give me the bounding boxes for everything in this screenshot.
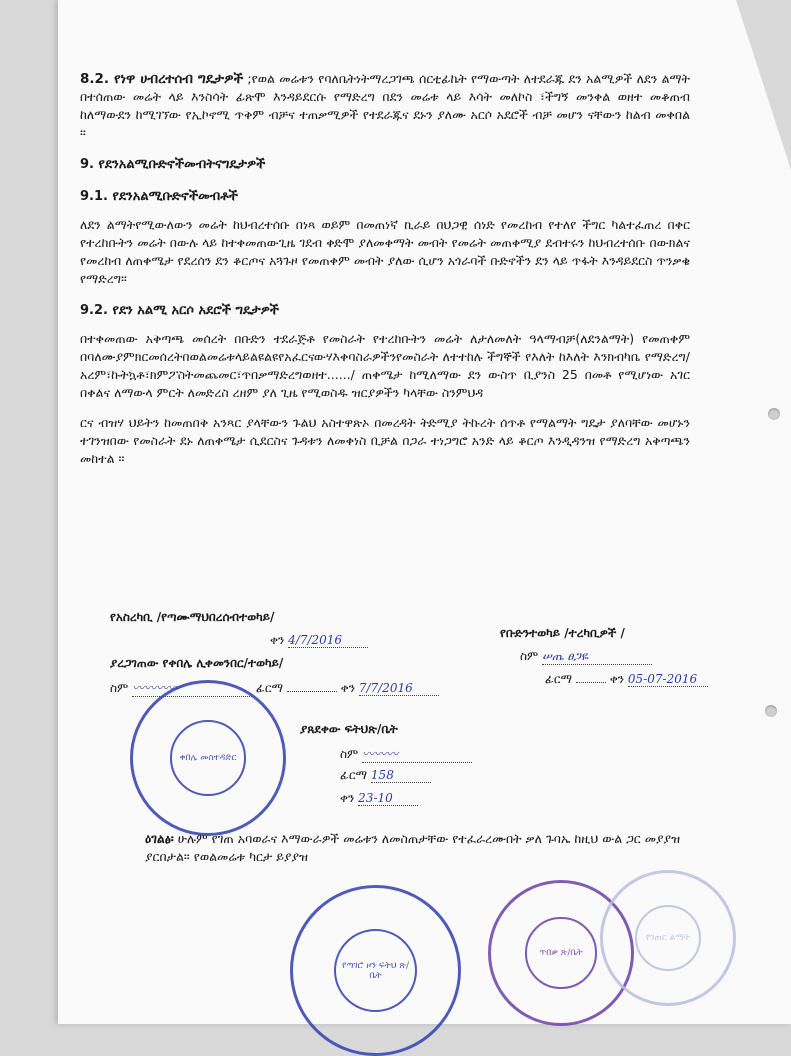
signature-block-left: [110, 610, 470, 702]
verifier-label: ያረጋገጠው የቀበሌ ሊቀመንበር/ተወካይ/: [110, 656, 284, 670]
approver-label: ያጸደቀው ፍትህጽ/ቤት: [300, 722, 398, 736]
name-label: ስም: [520, 649, 539, 663]
date-label: ቀን: [270, 633, 285, 647]
sign-label: ፊርማ: [545, 672, 573, 686]
signature-block-right: [500, 626, 770, 695]
approver-block: [300, 722, 600, 814]
name-label: ስም: [340, 747, 359, 761]
stamp-emblem: የገጠር ልማት: [635, 905, 701, 971]
date-label: ቀን: [340, 791, 355, 805]
handover-date: 4/7/2016: [288, 633, 368, 648]
name-label: ስም: [110, 681, 129, 695]
section-9-2-body-2: ርና ብዝሃ ህይትን ከመጠበቅ አንጻር ያላቸውን ጉልህ አስተዋጽኦ በመረዳት ትድሚያ ትኩረት ሰጥቶ የማልማት ግዴታ ያለባቸው መሆኑን ተገንዝበው የመስራት ደኑ ለጠቀሜታ ሲደርስና ጉዳቱን ለመቀነስ ቢቻል በጋራ ተነጋግሮ አንድ ላይ ቆርጦ እንዲዳንዝ የማድረግ አቅጣጫን መከተል ።: [80, 415, 690, 466]
sign-label: ፊርማ: [340, 768, 368, 782]
stamp-emblem: ጥበቃ ጽ/ቤት: [525, 917, 596, 988]
approver-date-row: [300, 791, 600, 814]
torn-corner: [736, 0, 791, 170]
section-9-2-body-1: በተቀመጠው አቅጣጫ መሰረት በቡድን ተደራጅቶ የመስራት የተረከቡትን መሬት ለታለመለት ዓላማብቻ(ለደንልማት) የመጠቀም በባለሙያምክርመሰረትበወልመሬቱላይልዩልዩየአፈርናውሃእቀባስራዎችንየመስራት ለተተከሉ ችግኞች የእለት ከእለት እንክብካቤ የማድረግ/አረም፣ኩትኳቶ፣ክምፖስትመጨመር፣ጥበቃማድረግወዘተ....../ ጠቀሜታ ከሚለማው ደን ውስጥ ቢያንስ 25 በመቶ የሚሆነው አገር በቀልና ለማውላ ምርት ለመድረስ ረዘም ያለ ጊዜ የሚወስዱ ዝርያዎችን ካላቸው ስንምህዳ: [80, 331, 690, 400]
punch-hole: [765, 705, 777, 717]
footnote: [145, 830, 725, 866]
section-9-1-title: 9.1. የደንአልሚቡድኖችመብቶች: [80, 189, 238, 204]
document-body: [80, 70, 690, 480]
stamp-emblem: የጣገሮ ዞን ፍትህ ጽ/ቤት: [334, 929, 417, 1012]
section-9-title: 9. የደንአልሚቡድኖችመብትናግዴታዎች: [80, 157, 266, 172]
handover-label: የአስረካቢ /የጣሙማህበረሰብተወካይ/: [110, 610, 275, 624]
approver-date: 23-10: [358, 791, 418, 806]
verifier-signature: [287, 691, 337, 692]
approver-sign-row: [300, 768, 600, 791]
footnote-body: ሁሉም የገጠ አባወራና እማውራዎች መሬቱን ለመስጠታቸው የተፈራረሙበት ቃለ ጉባኤ ከዚህ ውል ጋር መያያዝ ያርበታል። የወልመሬቱ ካርታ ይያያዝ: [145, 831, 681, 864]
stamp-left: [130, 680, 286, 836]
approver-signature: 158: [371, 768, 431, 783]
sign-label: ፊርማ: [255, 681, 284, 695]
punch-hole: [768, 408, 780, 420]
receiver-name: ሠጤ ፀጋዬ: [542, 649, 652, 665]
section-9-1-body: ለደን ልማትየሚውለውን መሬት ከህብረተሰቡ በነጻ ወይም በመጠነኛ ኪራይ በህጋዊ ሰነድ የመረከብ የተለየ ችግር ካልተፈጠረ በቀር የተረከቡትን መሬት በውሉ ላይ ከተቀመጠውጊዜ ገደብ ቀድሞ ያለመቀማት መብት የመሬት መጠቀሚያ ደብተሩን ከህብረተሰቡ በውክልና የመረከብ ለጠቀሜታ የደረሰን ደን ቆርጦና አጓጉዞ የመጠቀም መብት ያለው ሲሆን አጎራባች ቡድኖችን ደን ላይ ጥፋት እንዳይደርስ ጥንቃቄ የማድረግ።: [80, 217, 690, 286]
section-8-2: [80, 70, 690, 142]
stamp-bottom-left: [290, 885, 461, 1056]
verifier-date: 7/7/2016: [359, 681, 439, 696]
handover-date-row: [110, 633, 470, 656]
verifier-name-signature: 〰〰〰〰: [132, 679, 252, 697]
date-label: ቀን: [609, 672, 625, 686]
section-9-2-title: 9.2. የደን አልሚ አርሶ አደሮች ግዴታዎች: [80, 303, 279, 318]
receiver-date: 05-07-2016: [628, 672, 708, 687]
section-8-2-body: ;የወል መሬቱን የባለቤትነትማረጋገጫ ሰርቲፊኬት የማውጣት ለተደራጁ ደን አልሚዎች ለደን ልማት በተሰጠው መሬት ላይ እንስሳት ፊጽሞ እንዳይደርሱ የማድረግ በደን መሬቱ ላይ እሳት መለኮስ ፣ችግኝ መንቀል ወዘተ መቆጠብ ከለማውደን ከሚገኘው የኢኮኖሚ ጥቅም ብቻና ተጠቃሚዎች የተደራጁና ደኑን ያለሙ አርሶ አደሮች ብቻ መሆን ናቸውን ከልብ መቀበል ።: [80, 71, 690, 140]
section-8-2-title: 8.2. የነዋ ሀብረተሰብ ግዴታዎች: [80, 71, 244, 87]
receiver-sign-row: [500, 672, 770, 695]
receiver-name-row: [500, 649, 770, 672]
footnote-label: ዕገልፅ፡: [145, 831, 174, 846]
approver-name-signature: 〰〰〰: [362, 745, 472, 763]
receiver-label: የቡድንተወካይ /ተረካቢዎች /: [500, 626, 625, 640]
stamp-emblem: ቀበሌ መስተዳድር: [170, 720, 246, 796]
stamp-bottom-right: [600, 870, 736, 1006]
approver-name-row: [300, 745, 600, 768]
date-label: ቀን: [340, 681, 356, 695]
receiver-signature: [576, 682, 606, 683]
